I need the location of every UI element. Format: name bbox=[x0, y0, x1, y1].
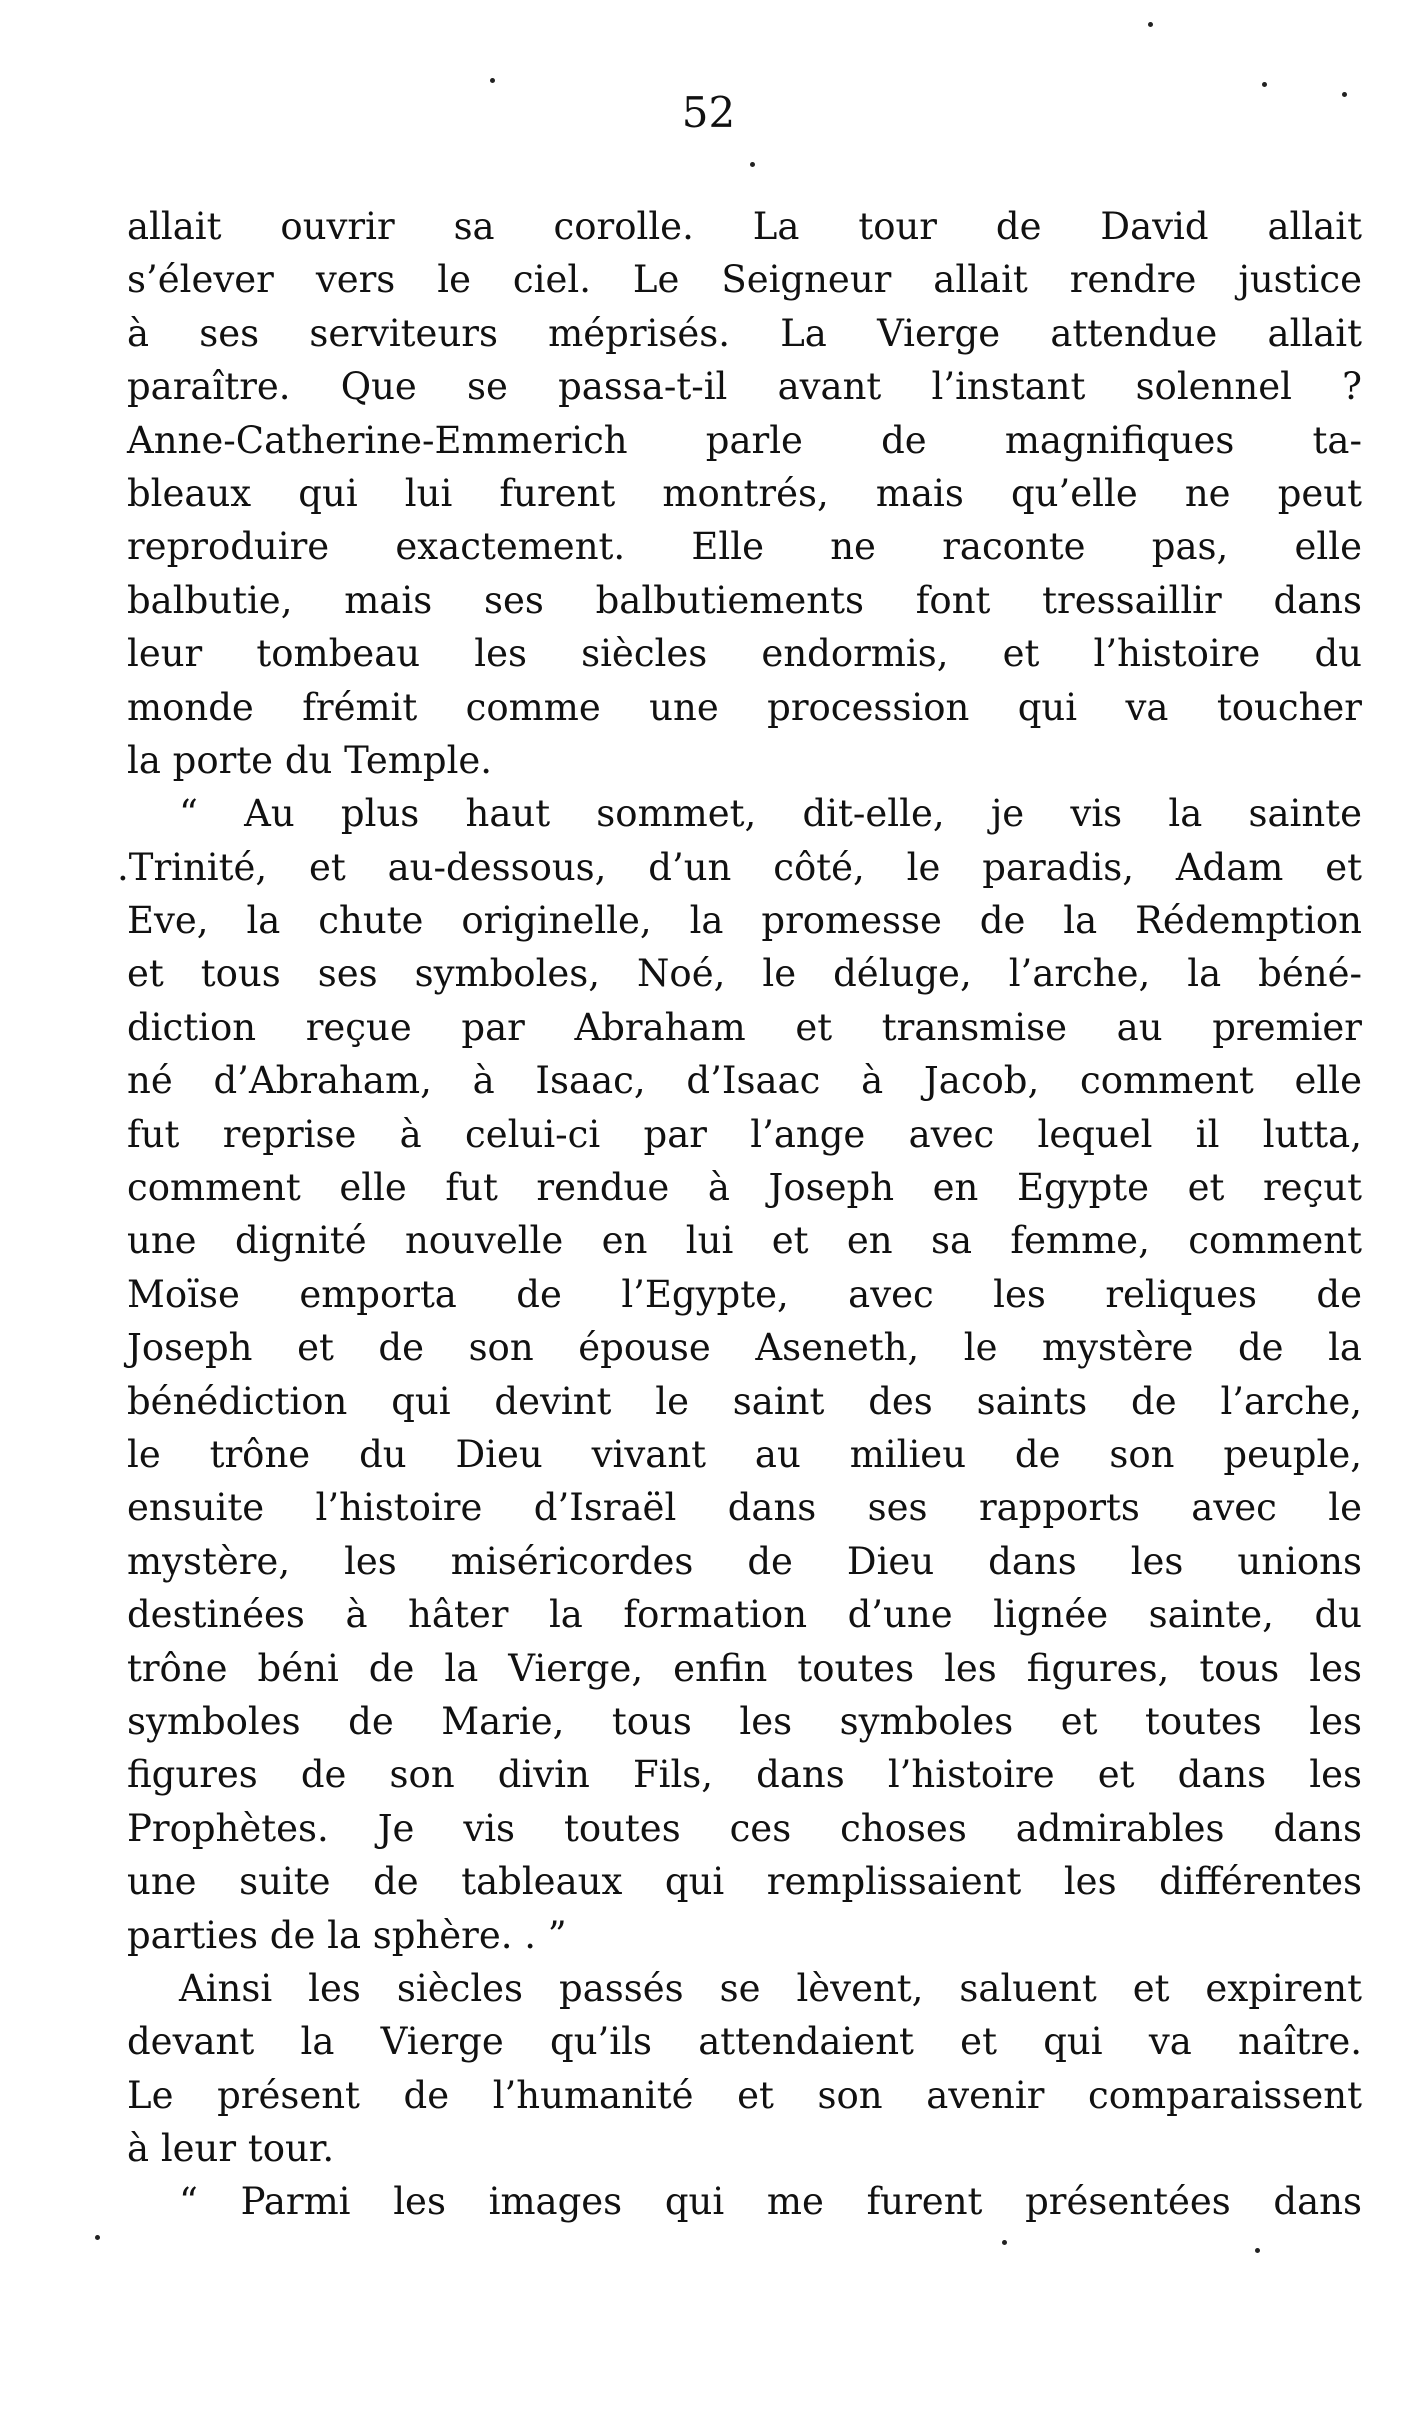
text-line: trône béni de la Vierge, enfin toutes les figures, tous les bbox=[127, 1646, 1362, 1690]
print-speck bbox=[1148, 22, 1153, 27]
text-line: leur tombeau les siècles endormis, et l’histoire du bbox=[127, 632, 1362, 676]
text-line: bleaux qui lui furent montrés, mais qu’elle ne peut bbox=[127, 471, 1362, 515]
body-text bbox=[117, 200, 1362, 2229]
text-line: “ Au plus haut sommet, dit-elle, je vis la sainte bbox=[179, 792, 1362, 836]
text-line: ensuite l’histoire d’Israël dans ses rapports avec le bbox=[127, 1486, 1362, 1530]
text-line: et tous ses symboles, Noé, le déluge, l’arche, la béné- bbox=[127, 952, 1362, 996]
text-line: .Trinité, et au-dessous, d’un côté, le paradis, Adam et bbox=[117, 845, 1362, 889]
print-speck bbox=[1342, 92, 1347, 97]
text-line: à ses serviteurs méprisés. La Vierge attendue allait bbox=[127, 311, 1362, 355]
text-line: s’élever vers le ciel. Le Seigneur allait rendre justice bbox=[127, 258, 1362, 302]
text-line: paraître. Que se passa-t-il avant l’instant solennel ? bbox=[127, 365, 1362, 409]
text-line: le trône du Dieu vivant au milieu de son peuple, bbox=[127, 1432, 1362, 1476]
text-line: mystère, les miséricordes de Dieu dans les unions bbox=[127, 1539, 1362, 1583]
text-line: Ainsi les siècles passés se lèvent, saluent et expirent bbox=[179, 1966, 1362, 2010]
text-line: comment elle fut rendue à Joseph en Egypte et reçut bbox=[127, 1166, 1362, 1210]
print-speck bbox=[1255, 2248, 1260, 2253]
text-line: bénédiction qui devint le saint des saints de l’arche, bbox=[127, 1379, 1362, 1423]
print-speck bbox=[95, 2235, 100, 2240]
text-line: “ Parmi les images qui me furent présentées dans bbox=[179, 2180, 1362, 2224]
print-speck bbox=[490, 78, 495, 83]
print-speck bbox=[750, 162, 755, 167]
text-line: Eve, la chute originelle, la promesse de la Rédemption bbox=[127, 899, 1362, 943]
text-line: fut reprise à celui-ci par l’ange avec lequel il lutta, bbox=[127, 1112, 1362, 1156]
text-line: une dignité nouvelle en lui et en sa femme, comment bbox=[127, 1219, 1362, 1263]
text-line: balbutie, mais ses balbutiements font tressaillir dans bbox=[127, 578, 1362, 622]
text-line: à leur tour. bbox=[127, 2127, 335, 2171]
text-line: né d’Abraham, à Isaac, d’Isaac à Jacob, comment elle bbox=[127, 1059, 1362, 1103]
text-line: parties de la sphère. . ” bbox=[127, 1913, 567, 1957]
text-line: Moïse emporta de l’Egypte, avec les reliques de bbox=[127, 1272, 1362, 1316]
text-line: reproduire exactement. Elle ne raconte pas, elle bbox=[127, 525, 1362, 569]
text-line: diction reçue par Abraham et transmise au premier bbox=[127, 1005, 1362, 1049]
text-line: allait ouvrir sa corolle. La tour de David allait bbox=[127, 205, 1362, 248]
text-line: monde frémit comme une procession qui va toucher bbox=[127, 685, 1362, 729]
page-number: 52 bbox=[681, 88, 736, 137]
text-line: Le présent de l’humanité et son avenir comparaissent bbox=[127, 2073, 1362, 2117]
print-speck bbox=[1002, 2240, 1007, 2245]
text-line: symboles de Marie, tous les symboles et toutes les bbox=[127, 1699, 1362, 1743]
text-line: la porte du Temple. bbox=[127, 738, 493, 782]
text-line: Joseph et de son épouse Aseneth, le mystère de la bbox=[127, 1326, 1362, 1370]
text-line: Anne-Catherine-Emmerich parle de magnifiques ta- bbox=[127, 418, 1362, 462]
text-line: Prophètes. Je vis toutes ces choses admirables dans bbox=[127, 1806, 1362, 1850]
text-line: destinées à hâter la formation d’une lignée sainte, du bbox=[127, 1593, 1362, 1637]
text-line: figures de son divin Fils, dans l’histoire et dans les bbox=[127, 1753, 1362, 1797]
text-line: une suite de tableaux qui remplissaient les différentes bbox=[127, 1860, 1362, 1904]
text-line: devant la Vierge qu’ils attendaient et qui va naître. bbox=[127, 2020, 1362, 2064]
print-speck bbox=[1262, 82, 1267, 87]
